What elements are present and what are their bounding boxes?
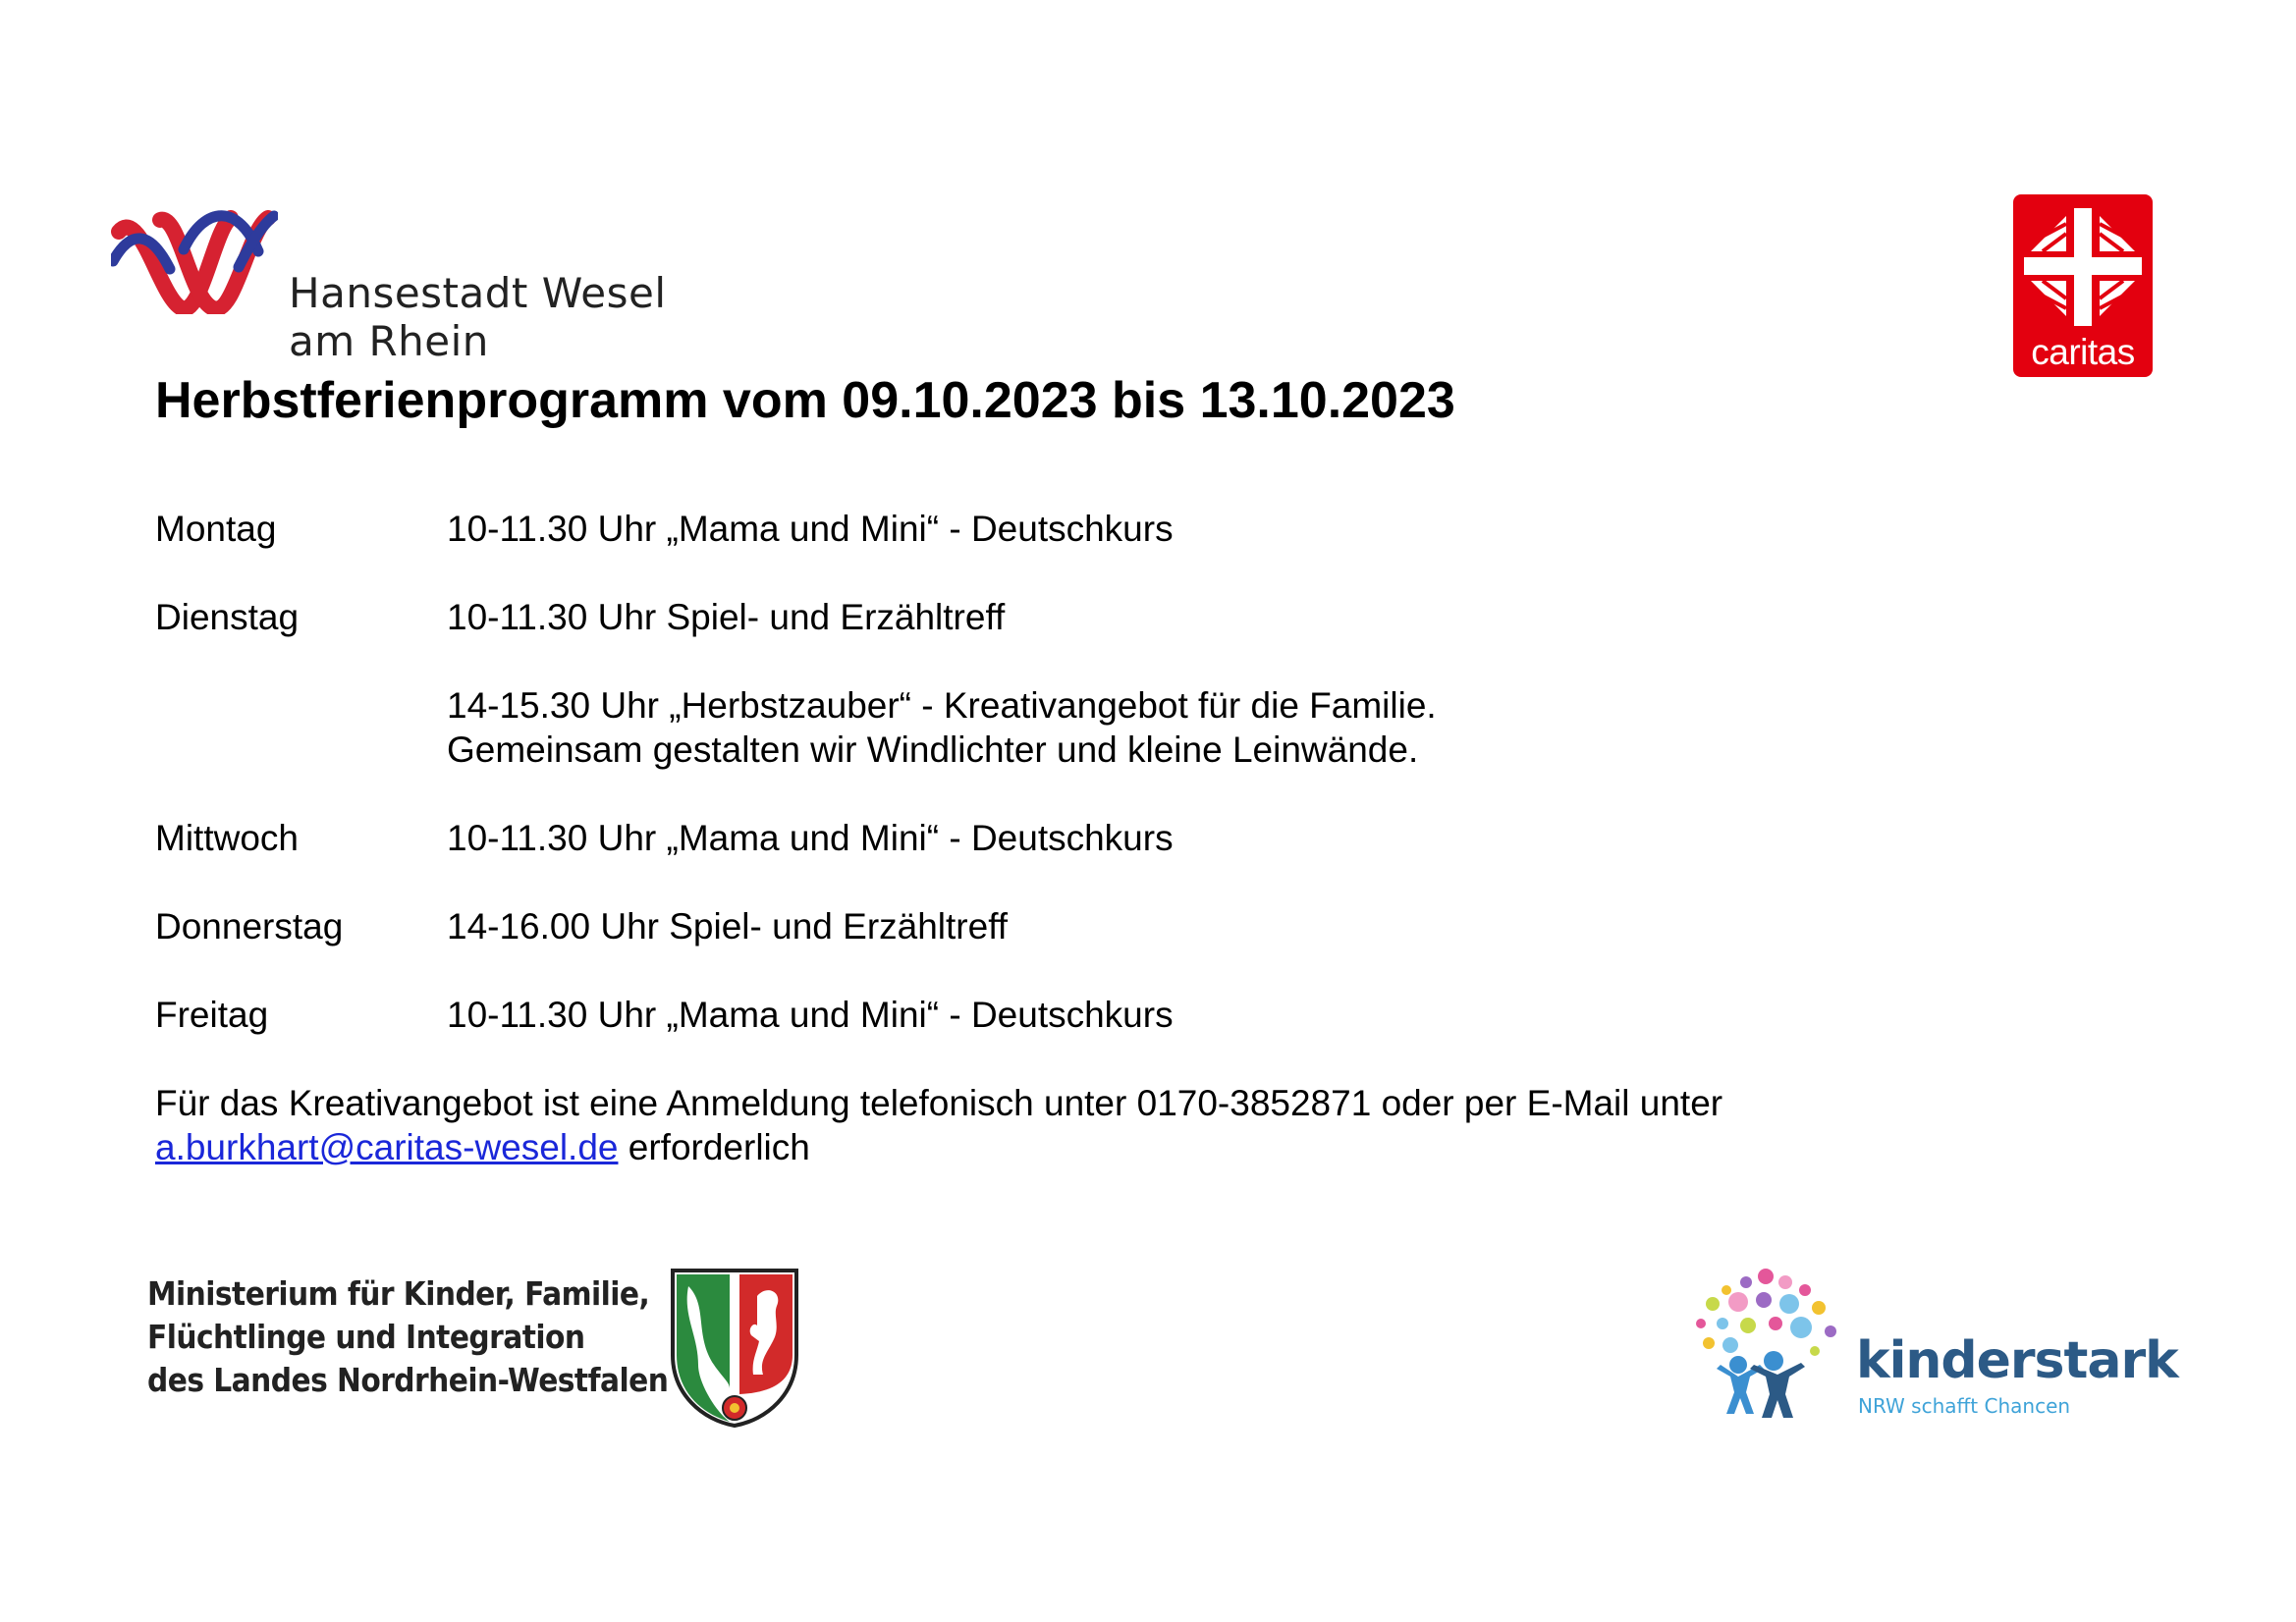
email-link[interactable]: a.burkhart@caritas-wesel.de <box>155 1127 619 1167</box>
entry-tuesday-1: 10-11.30 Uhr Spiel- und Erzähltreff <box>447 597 1006 637</box>
day-friday: Freitag <box>155 995 269 1035</box>
ministry-nrw-logo <box>147 1267 805 1433</box>
ministry-line1: Ministerium für Kinder, Familie, <box>147 1274 650 1313</box>
caritas-logo <box>2013 194 2153 377</box>
entry-thursday: 14-16.00 Uhr Spiel- und Erzähltreff <box>447 906 1009 946</box>
day-tuesday: Dienstag <box>155 597 300 637</box>
caritas-logo-word: caritas <box>2031 332 2135 372</box>
kinderstark-word: kinderstark <box>1856 1331 2178 1390</box>
day-monday: Montag <box>155 509 277 549</box>
ministry-line3: des Landes Nordrhein-Westfalen <box>147 1361 669 1399</box>
registration-note-line1: Für das Kreativangebot ist eine Anmeldung telefonisch unter 0170-3852871 oder per E-Mail unter <box>155 1083 1723 1123</box>
ministry-name <box>147 1272 668 1402</box>
entry-tuesday-2-line1: 14-15.30 Uhr „Herbstzauber“ - Kreativangebot für die Familie. <box>447 685 1437 726</box>
hansestadt-wesel-logo <box>111 210 700 367</box>
day-thursday: Donnerstag <box>155 906 344 946</box>
page-title: Herbstferienprogramm vom 09.10.2023 bis 13.10.2023 <box>155 372 1455 429</box>
kinderstark-dots-children-icon <box>1687 1267 1844 1424</box>
wesel-wave-logo-icon <box>111 210 278 314</box>
day-wednesday: Mittwoch <box>155 818 299 858</box>
wesel-logo-line1: Hansestadt Wesel <box>289 269 667 317</box>
kinderstark-subline: NRW schafft Chancen <box>1858 1394 2071 1418</box>
nrw-coat-of-arms-icon <box>669 1267 800 1430</box>
entry-tuesday-2-line2: Gemeinsam gestalten wir Windlichter und kleine Leinwände. <box>447 730 1419 770</box>
registration-note-suffix: erforderlich <box>618 1127 810 1167</box>
wesel-logo-line2: am Rhein <box>289 317 489 365</box>
entry-friday: 10-11.30 Uhr „Mama und Mini“ - Deutschkurs <box>447 995 1174 1035</box>
registration-note-line2 <box>155 1125 810 1170</box>
entry-wednesday: 10-11.30 Uhr „Mama und Mini“ - Deutschkurs <box>447 818 1174 858</box>
kinderstark-logo <box>1687 1267 2188 1424</box>
ministry-line2: Flüchtlinge und Integration <box>147 1318 585 1356</box>
entry-monday: 10-11.30 Uhr „Mama und Mini“ - Deutschkurs <box>447 509 1174 549</box>
